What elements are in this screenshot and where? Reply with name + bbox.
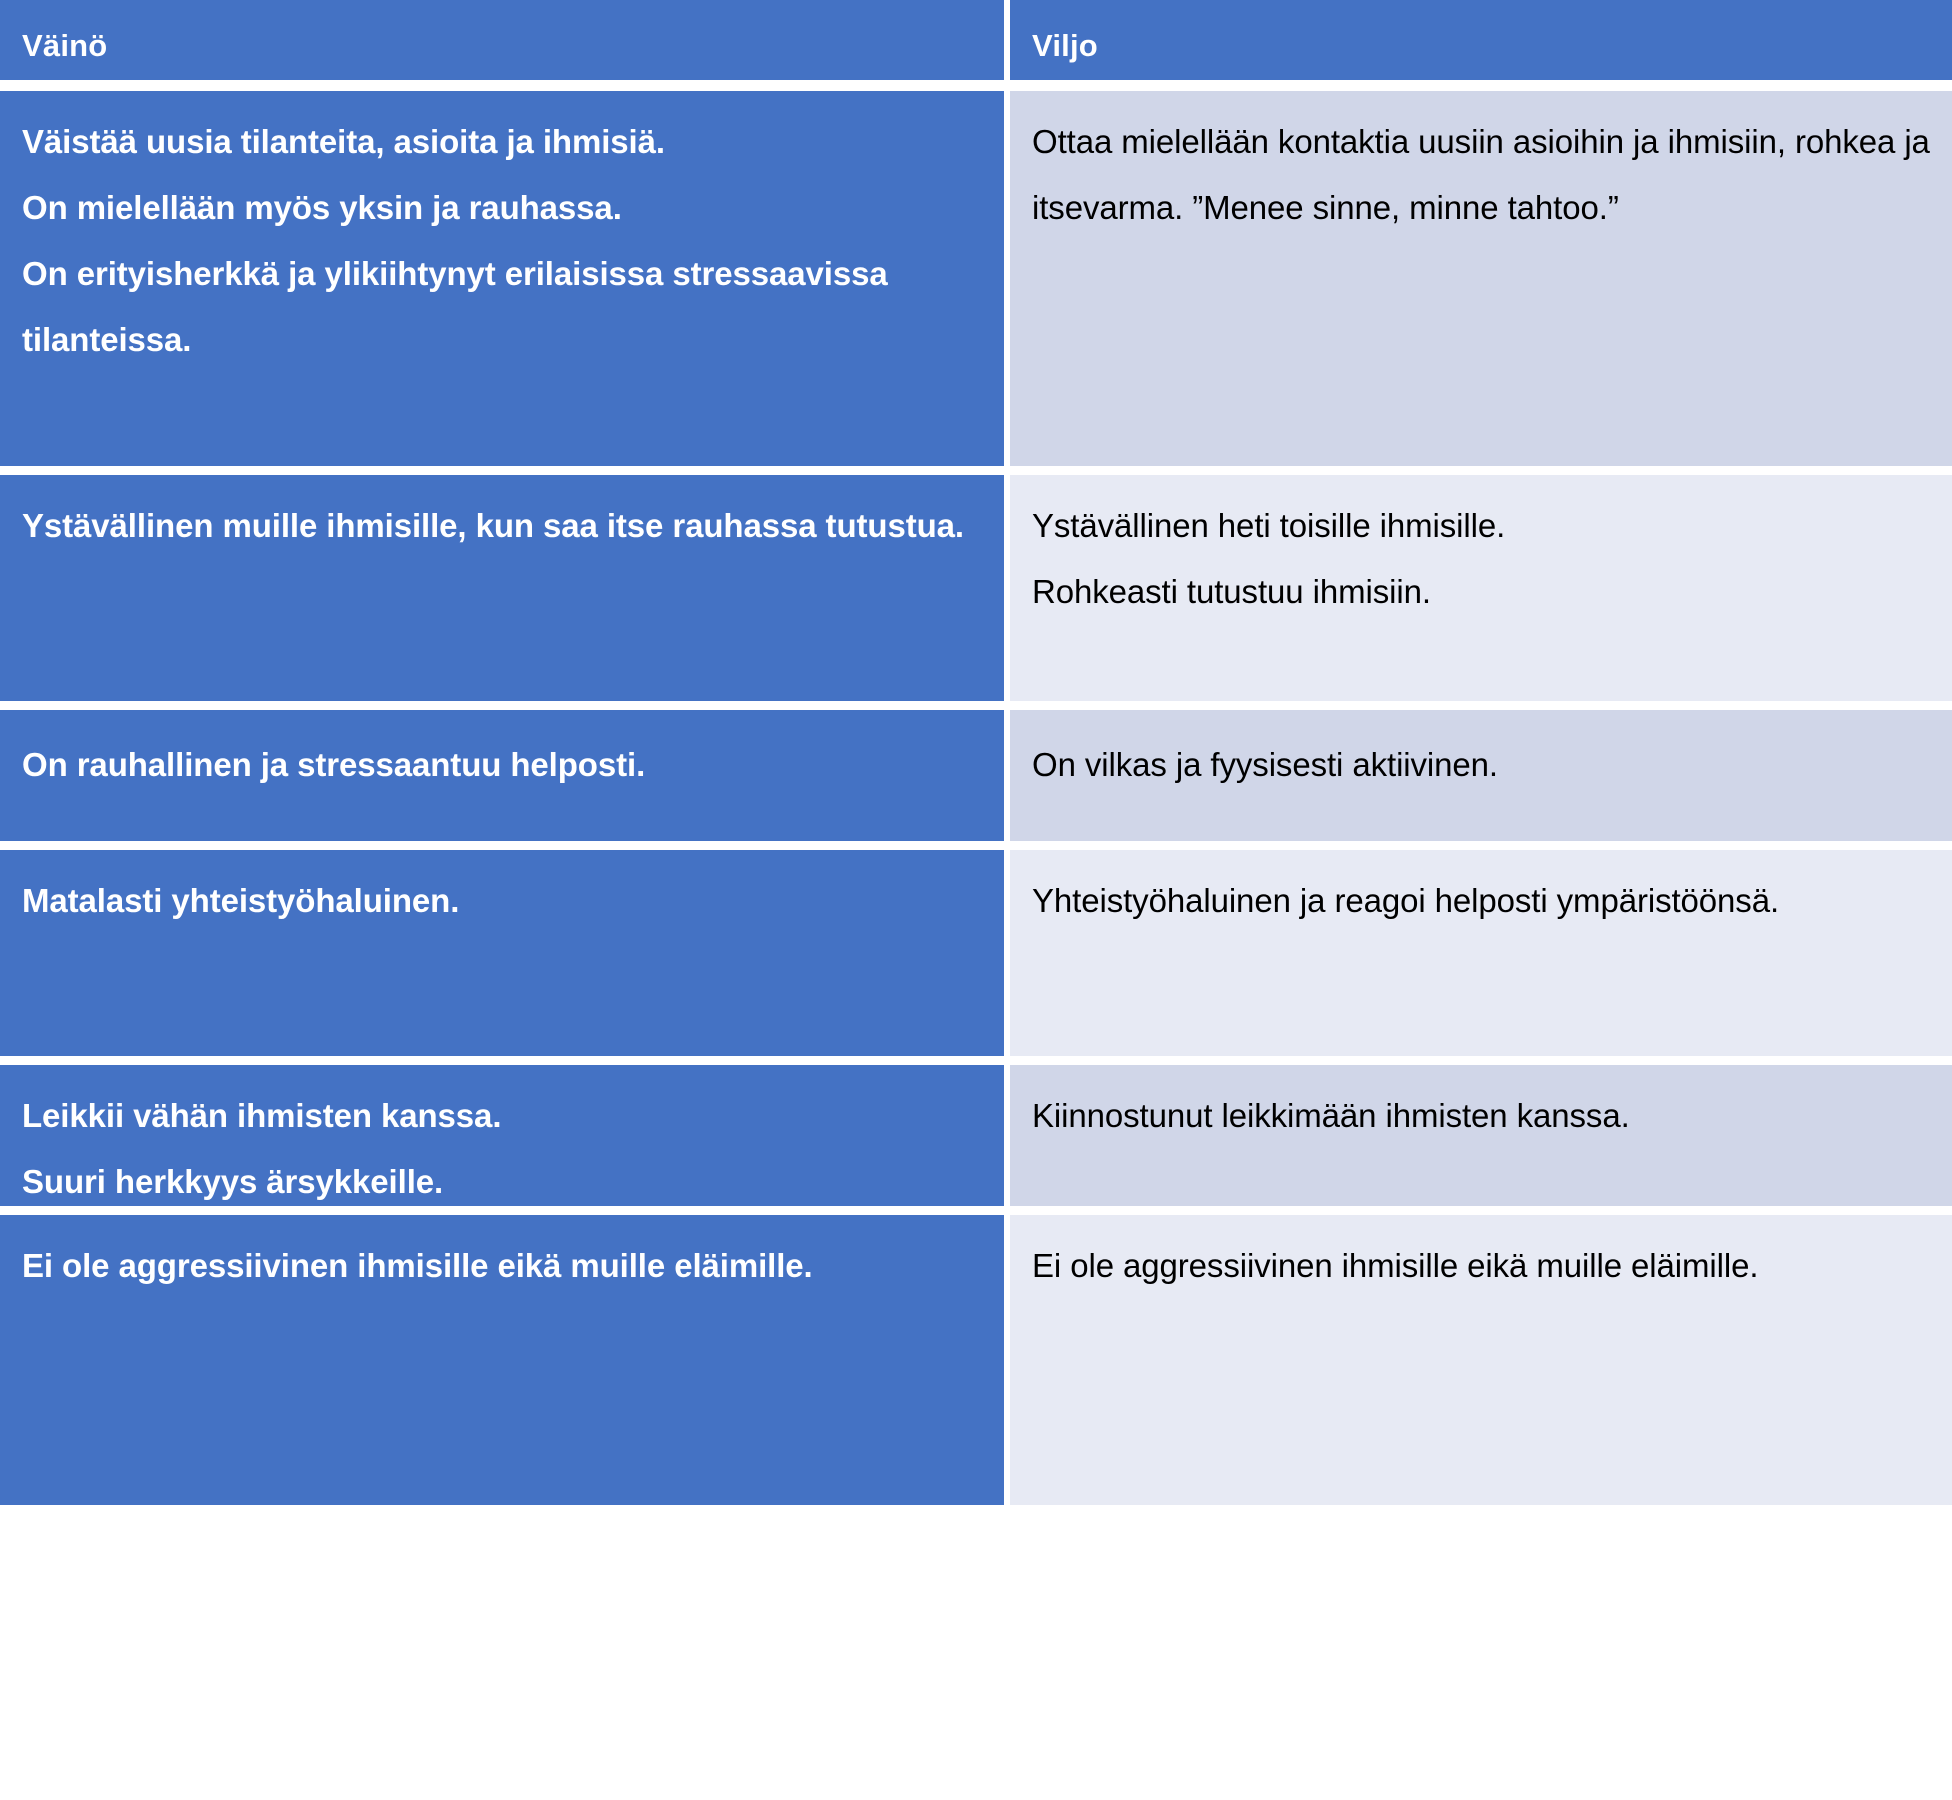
table-header-row	[0, 0, 1952, 91]
cell-line: Ei ole aggressiivinen ihmisille eikä muille eläimille.	[22, 1247, 813, 1284]
table-row	[0, 91, 1952, 475]
cell-line: On erityisherkkä ja ylikiihtynyt erilaisissa stressaavissa tilanteissa.	[22, 255, 888, 358]
cell-viljo-5	[1010, 1065, 1952, 1206]
table-row	[0, 475, 1952, 710]
cell-line: On vilkas ja fyysisesti aktiivinen.	[1032, 746, 1498, 783]
cell-vaino-2	[0, 475, 1010, 701]
cell-line: Kiinnostunut leikkimään ihmisten kanssa.	[1032, 1097, 1630, 1134]
table-row	[0, 710, 1952, 850]
cell-line: Rohkeasti tutustuu ihmisiin.	[1032, 573, 1431, 610]
cell-line: Ystävällinen heti toisille ihmisille.	[1032, 507, 1506, 544]
cell-viljo-2	[1010, 475, 1952, 701]
cell-line: Ottaa mielellään kontaktia uusiin asioihin ja ihmisiin, rohkea ja itsevarma. ”Menee sinne, minne tahtoo.”	[1032, 123, 1930, 226]
column-header-vaino	[0, 0, 1010, 80]
cell-line: Leikkii vähän ihmisten kanssa.	[22, 1097, 502, 1134]
column-header-viljo-label: Viljo	[1032, 28, 1098, 63]
cell-viljo-1	[1010, 91, 1952, 466]
cell-vaino-1	[0, 91, 1010, 466]
table-row	[0, 850, 1952, 1065]
column-header-viljo	[1010, 0, 1952, 80]
table-row	[0, 1215, 1952, 1505]
cell-line: Matalasti yhteistyöhaluinen.	[22, 882, 460, 919]
table-row	[0, 1065, 1952, 1215]
cell-vaino-3	[0, 710, 1010, 841]
cell-line: Ystävällinen muille ihmisille, kun saa itse rauhassa tutustua.	[22, 507, 964, 544]
cell-line: Ei ole aggressiivinen ihmisille eikä muille eläimille.	[1032, 1247, 1759, 1284]
cell-vaino-6	[0, 1215, 1010, 1505]
cell-vaino-4	[0, 850, 1010, 1056]
cell-vaino-5	[0, 1065, 1010, 1206]
cell-viljo-4	[1010, 850, 1952, 1056]
cell-line: On mielellään myös yksin ja rauhassa.	[22, 189, 622, 226]
cell-line: On rauhallinen ja stressaantuu helposti.	[22, 746, 646, 783]
cell-line: Väistää uusia tilanteita, asioita ja ihmisiä.	[22, 123, 665, 160]
cell-viljo-3	[1010, 710, 1952, 841]
cell-viljo-6	[1010, 1215, 1952, 1505]
cell-line: Yhteistyöhaluinen ja reagoi helposti ympäristöönsä.	[1032, 882, 1780, 919]
cell-line: Suuri herkkyys ärsykkeille.	[22, 1163, 444, 1200]
column-header-vaino-label: Väinö	[22, 28, 108, 63]
